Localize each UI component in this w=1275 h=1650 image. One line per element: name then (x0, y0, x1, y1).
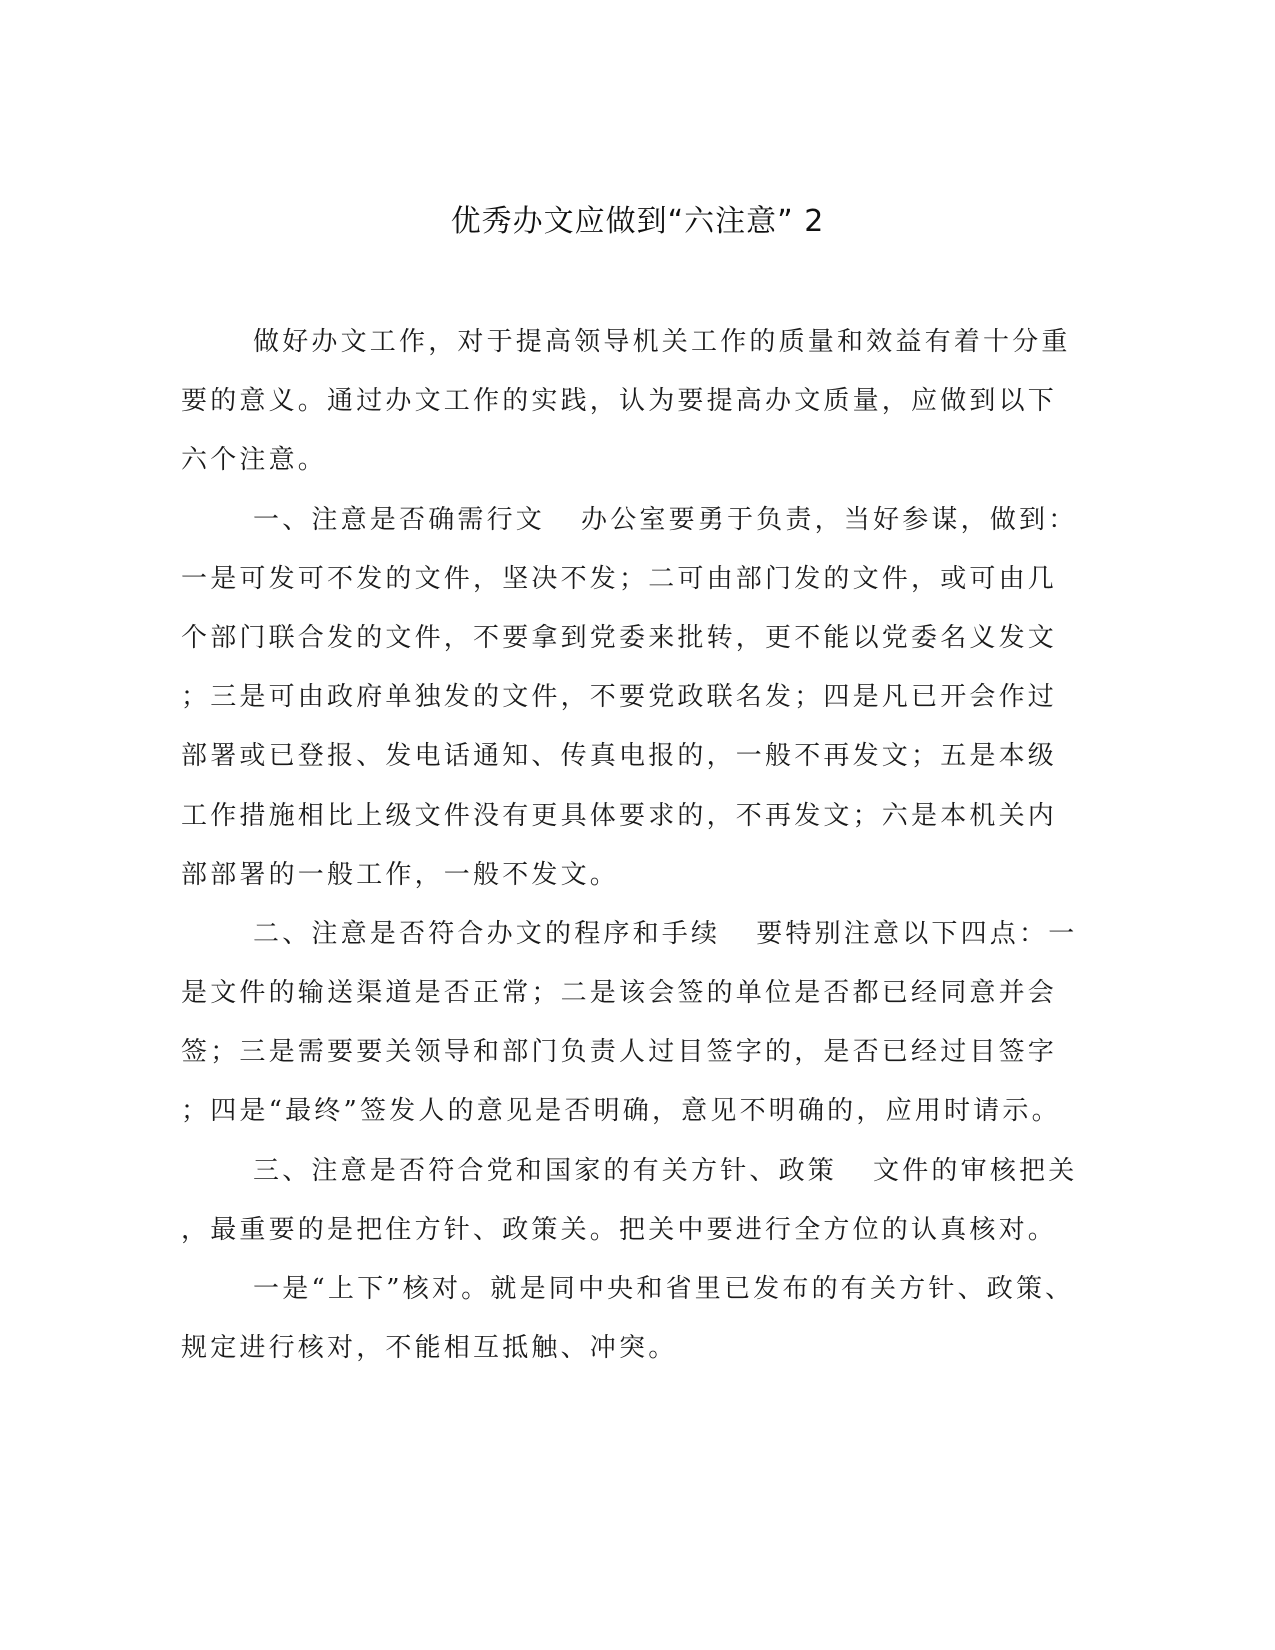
line-text: 部署或已登报、发电话通知、传真电报的，一般不再发文；五是本级 (181, 741, 1058, 772)
line-text: ；三是可由政府单独发的文件，不要党政联名发；四是凡已开会作过 (181, 682, 1058, 713)
paragraph-line (181, 1260, 1075, 1319)
document-body (181, 313, 1078, 1378)
document-title: 优秀办文应做到“六注意” 2 (450, 204, 825, 239)
section-heading: 三、注意是否符合党和国家的有关方针、政策 (253, 1155, 838, 1186)
line-text: 办公室要勇于负责，当好参谋，做到： (581, 504, 1078, 535)
paragraph-line (181, 1023, 1058, 1082)
paragraph-line (181, 313, 1071, 372)
line-text: 六个注意。 (181, 445, 328, 476)
paragraph-line (181, 1082, 1061, 1141)
line-text: 一是“上下”核对。就是同中央和省里已发布的有关方针、政策、 (253, 1274, 1075, 1304)
line-text: 文件的审核把关 (873, 1155, 1078, 1186)
line-text: 是文件的输送渠道是否正常；二是该会签的单位是否都已经同意并会 (181, 978, 1058, 1009)
paragraph-line (181, 431, 1041, 490)
line-text: 工作措施相比上级文件没有更具体要求的，不再发文；六是本机关内 (181, 800, 1058, 831)
paragraph-line (181, 1142, 1078, 1201)
line-text: ，最重要的是把住方针、政策关。把关中要进行全方位的认真核对。 (181, 1214, 1058, 1245)
paragraph-line (181, 727, 1058, 786)
section-heading: 一、注意是否确需行文 (253, 504, 546, 535)
line-text: 要的意义。通过办文工作的实践，认为要提高办文质量，应做到以下 (181, 386, 1058, 417)
section-heading: 二、注意是否符合办文的程序和手续 (253, 918, 721, 949)
paragraph-line (181, 905, 1078, 964)
paragraph-line (181, 1201, 1058, 1260)
paragraph-line (181, 609, 1058, 668)
line-text: 做好办文工作，对于提高领导机关工作的质量和效益有着十分重 (253, 327, 1071, 357)
paragraph-line (181, 1319, 1041, 1378)
paragraph-line (181, 550, 1058, 609)
line-text: ；四是“最终”签发人的意见是否明确，意见不明确的，应用时请示。 (181, 1096, 1061, 1127)
paragraph-line (181, 668, 1058, 727)
paragraph-line (181, 372, 1058, 431)
paragraph-line (181, 787, 1058, 846)
line-text: 一是可发可不发的文件，坚决不发；二可由部门发的文件，或可由几 (181, 563, 1058, 594)
line-text: 规定进行核对，不能相互抵触、冲突。 (181, 1333, 678, 1364)
paragraph-line (181, 964, 1058, 1023)
paragraph-line (181, 491, 1078, 550)
line-text: 签；三是需要要关领导和部门负责人过目签字的，是否已经过目签字 (181, 1037, 1058, 1068)
line-text: 个部门联合发的文件，不要拿到党委来批转，更不能以党委名义发文 (181, 622, 1058, 653)
line-text: 要特别注意以下四点：一 (756, 918, 1078, 949)
line-text: 部部署的一般工作，一般不发文。 (181, 859, 620, 890)
paragraph-line (181, 846, 1041, 905)
